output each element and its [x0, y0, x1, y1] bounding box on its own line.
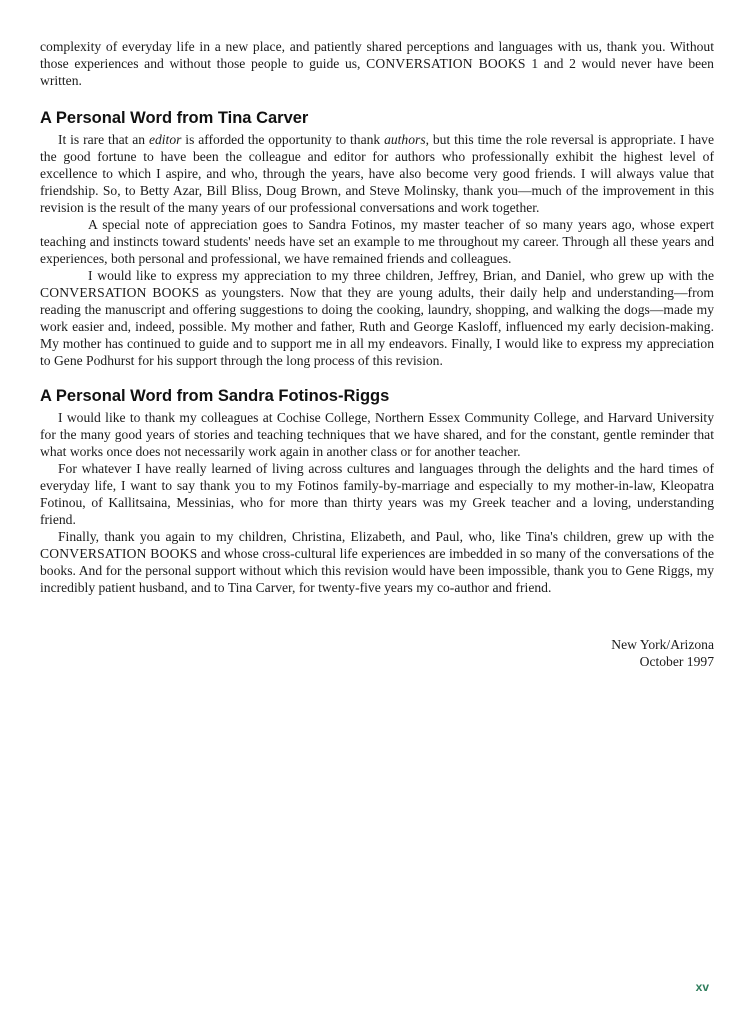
- heading-tina-carver: A Personal Word from Tina Carver: [40, 109, 309, 127]
- signoff-place: New York/Arizona: [611, 637, 714, 652]
- sandra-paragraph-2: For whatever I have really learned of living across cultures and languages through the delights and the hard times of everyday life, I want to say thank you to my Fotinos family-by-marriage and especially to my mother-in-law, Kleopatra Fotinou, of Kallitsaina, Messinias, who for more than thirty years was my Greek teacher and a loving, understanding friend.: [40, 461, 714, 527]
- tina-paragraph-2: A special note of appreciation goes to Sandra Fotinos, my master teacher of so many years ago, whose expert teaching and instincts toward students' needs have set an example to me throughout my career. Through all these years and experiences, both personal and professional, we have remained friends and colleagues.: [40, 217, 714, 266]
- signoff: [40, 636, 714, 670]
- tina-paragraph-3: I would like to express my appreciation to my three children, Jeffrey, Brian, and Daniel, who grew up with the CONVERSATION BOOKS as youngsters. Now that they are young adults, their daily help and understanding—from reading the manuscript and offering suggestions to doing the cooking, laundry, shopping, and walking the dogs—made my work easier and, indeed, possible. My mother and father, Ruth and George Kasloff, influenced my early decision-making. My mother has continued to guide and to support me in all my endeavors. Finally, I would like to express my appreciation to Gene Podhurst for his support through the long process of this revision.: [40, 268, 714, 368]
- signoff-date: October 1997: [639, 654, 714, 669]
- book-title: CONVERSATION BOOKS: [40, 546, 198, 561]
- page-number: xv: [695, 980, 709, 994]
- tina-paragraph-1: It is rare that an editor is afforded the opportunity to thank authors, but this time the role reversal is appropriate. I have the good fortune to have been the colleague and editor for authors who professionally exhibit the highest level of excellence to which I aspire, and who, through the years, have also become very good friends. I will always value that friendship. So, to Betty Azar, Bill Bliss, Doug Brown, and Steve Molinsky, thank you—much of the improvement in this revision is the result of the many years of our professional conversations and work together.: [40, 132, 714, 215]
- book-title: CONVERSATION BOOKS: [40, 285, 200, 300]
- page-content: [40, 38, 714, 670]
- book-title: CONVERSATION BOOKS: [366, 56, 526, 71]
- sandra-paragraph-3: Finally, thank you again to my children, Christina, Elizabeth, and Paul, who, like Tina's children, grew up with the CONVERSATION BOOKS and whose cross-cultural life experiences are imbedded in so many of the conversations of the books. And for the personal support without which this revision would have been impossible, thank you to Gene Riggs, my incredibly patient husband, and to Tina Carver, for twenty-five years my co-author and friend.: [40, 529, 714, 595]
- sandra-paragraph-1: I would like to thank my colleagues at Cochise College, Northern Essex Community College, and Harvard University for the many good years of stories and teaching techniques that we have shared, and for the constant, gentle reminder that what works once does not necessarily work again in another class or for another teacher.: [40, 410, 714, 459]
- intro-paragraph: complexity of everyday life in a new place, and patiently shared perceptions and languages with us, thank you. Without those experiences and without those people to guide us, CONVERSATION BOOKS 1 and 2 would never have been written.: [40, 39, 714, 88]
- heading-sandra-fotinos-riggs: A Personal Word from Sandra Fotinos-Riggs: [40, 387, 390, 405]
